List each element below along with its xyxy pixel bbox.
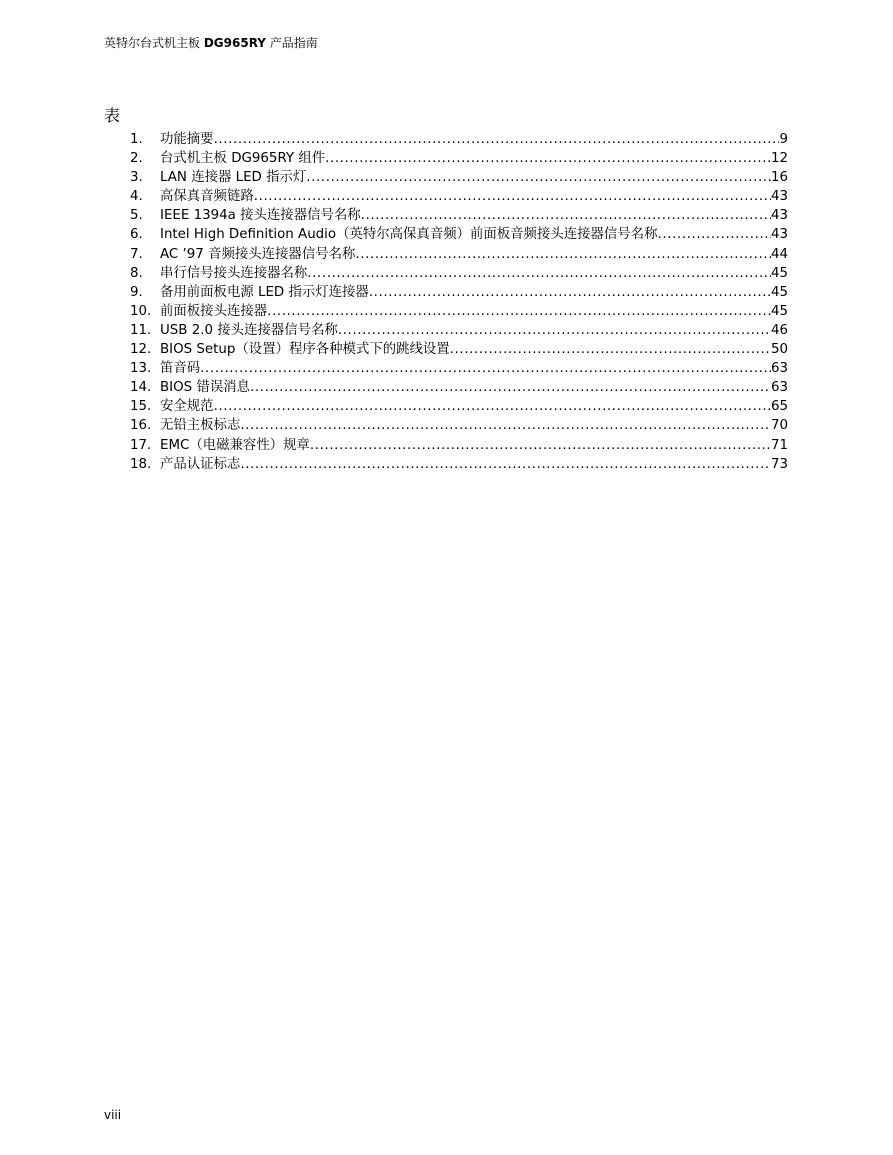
toc-entry[interactable] <box>130 340 788 359</box>
toc-entry-page: 43 <box>770 227 788 243</box>
toc-entry-title: AC ’97 音频接头连接器信号名称 <box>160 246 356 262</box>
toc-entry[interactable] <box>130 283 788 302</box>
toc-entry[interactable] <box>130 359 788 378</box>
page-number: viii <box>104 1108 122 1122</box>
toc-entry-title: 无铅主板标志 <box>160 418 241 434</box>
toc-entry[interactable] <box>130 416 788 435</box>
toc-entry-number: 8. <box>130 265 143 281</box>
toc-entry[interactable] <box>130 455 788 474</box>
table-list <box>130 130 788 474</box>
toc-dot-leader <box>325 149 771 168</box>
toc-entry-number: 17. <box>130 437 152 453</box>
toc-dot-leader <box>240 416 771 435</box>
toc-dot-leader <box>267 302 771 321</box>
toc-entry-number: 9. <box>130 284 143 300</box>
toc-entry-number: 18. <box>130 456 152 472</box>
toc-entry[interactable] <box>130 245 788 264</box>
toc-entry-page: 46 <box>770 322 788 338</box>
toc-entry[interactable] <box>130 168 788 187</box>
toc-entry-title: Intel High Definition Audio（英特尔高保真音频）前面板音频接头连接器信号名称 <box>160 227 658 243</box>
toc-entry-title: LAN 连接器 LED 指示灯 <box>160 170 307 186</box>
toc-entry-title: 功能摘要 <box>160 132 214 147</box>
toc-entry-title: 前面板接头连接器 <box>160 303 268 319</box>
toc-entry-page: 12 <box>770 151 788 167</box>
toc-entry-page: 70 <box>770 418 788 434</box>
toc-entry[interactable] <box>130 264 788 283</box>
toc-dot-leader <box>214 397 771 416</box>
toc-entry[interactable] <box>130 378 788 397</box>
toc-entry-number: 14. <box>130 380 152 396</box>
toc-entry-page: 50 <box>770 342 788 358</box>
section-title: 表 <box>104 106 121 125</box>
toc-entry-number: 13. <box>130 361 152 377</box>
toc-entry-title: 安全规范 <box>160 399 214 415</box>
toc-entry-title: 产品认证标志 <box>160 456 241 472</box>
toc-entry-number: 15. <box>130 399 152 415</box>
toc-entry[interactable] <box>130 206 788 225</box>
toc-entry-number: 7. <box>130 246 143 262</box>
toc-entry[interactable] <box>130 302 788 321</box>
toc-dot-leader <box>450 340 771 359</box>
toc-entry-number: 4. <box>130 189 143 205</box>
header-model: DG965RY <box>203 36 266 50</box>
toc-entry-page: 16 <box>770 170 788 186</box>
toc-entry-page: 65 <box>770 399 788 415</box>
toc-entry-page: 44 <box>770 246 788 262</box>
toc-entry-page: 63 <box>770 380 788 396</box>
toc-entry-title: EMC（电磁兼容性）规章 <box>160 437 310 453</box>
toc-entry-title: IEEE 1394a 接头连接器信号名称 <box>160 208 361 224</box>
toc-entry-title: 台式机主板 DG965RY 组件 <box>160 151 326 167</box>
toc-entry[interactable] <box>130 225 788 244</box>
toc-entry-page: 43 <box>770 189 788 205</box>
toc-entry[interactable] <box>130 436 788 455</box>
toc-dot-leader <box>200 359 771 378</box>
toc-entry[interactable] <box>130 149 788 168</box>
toc-dot-leader <box>369 283 771 302</box>
toc-dot-leader <box>214 130 780 149</box>
header-suffix: 产品指南 <box>265 36 318 50</box>
header-prefix: 英特尔台式机主板 <box>104 36 204 50</box>
toc-entry-title: 笛音码 <box>160 361 201 377</box>
toc-dot-leader <box>254 187 771 206</box>
toc-entry-title: 高保真音频链路 <box>160 189 254 205</box>
toc-entry-number: 1. <box>130 132 143 147</box>
toc-entry-page: 71 <box>770 437 788 453</box>
toc-entry-title: BIOS 错误消息 <box>160 380 250 396</box>
toc-dot-leader <box>250 378 771 397</box>
toc-dot-leader <box>355 245 771 264</box>
toc-dot-leader <box>240 455 771 474</box>
toc-entry-page: 45 <box>770 303 788 319</box>
toc-entry-page: 45 <box>770 265 788 281</box>
toc-entry-page: 43 <box>770 208 788 224</box>
toc-dot-leader <box>657 225 770 244</box>
toc-entry-page: 73 <box>770 456 788 472</box>
toc-entry[interactable] <box>130 187 788 206</box>
toc-entry-number: 16. <box>130 418 152 434</box>
toc-entry[interactable] <box>130 397 788 416</box>
toc-entry-page: 9 <box>779 132 788 147</box>
toc-dot-leader <box>338 321 771 340</box>
toc-entry-title: BIOS Setup（设置）程序各种模式下的跳线设置 <box>160 342 450 358</box>
toc-entry-title: 串行信号接头连接器名称 <box>160 265 308 281</box>
toc-entry-title: 备用前面板电源 LED 指示灯连接器 <box>160 284 369 300</box>
toc-entry-number: 10. <box>130 303 152 319</box>
toc-entry-page: 45 <box>770 284 788 300</box>
page-header <box>104 36 318 50</box>
toc-entry[interactable] <box>130 130 788 149</box>
toc-entry-page: 63 <box>770 361 788 377</box>
toc-entry[interactable] <box>130 321 788 340</box>
toc-dot-leader <box>306 168 771 187</box>
toc-entry-title: USB 2.0 接头连接器信号名称 <box>160 322 338 338</box>
toc-entry-number: 2. <box>130 151 143 167</box>
toc-entry-number: 5. <box>130 208 143 224</box>
toc-entry-number: 3. <box>130 170 143 186</box>
toc-dot-leader <box>307 264 771 283</box>
toc-entry-number: 12. <box>130 342 152 358</box>
toc-dot-leader <box>361 206 771 225</box>
toc-entry-number: 6. <box>130 227 143 243</box>
toc-entry-number: 11. <box>130 322 152 338</box>
toc-dot-leader <box>310 436 771 455</box>
